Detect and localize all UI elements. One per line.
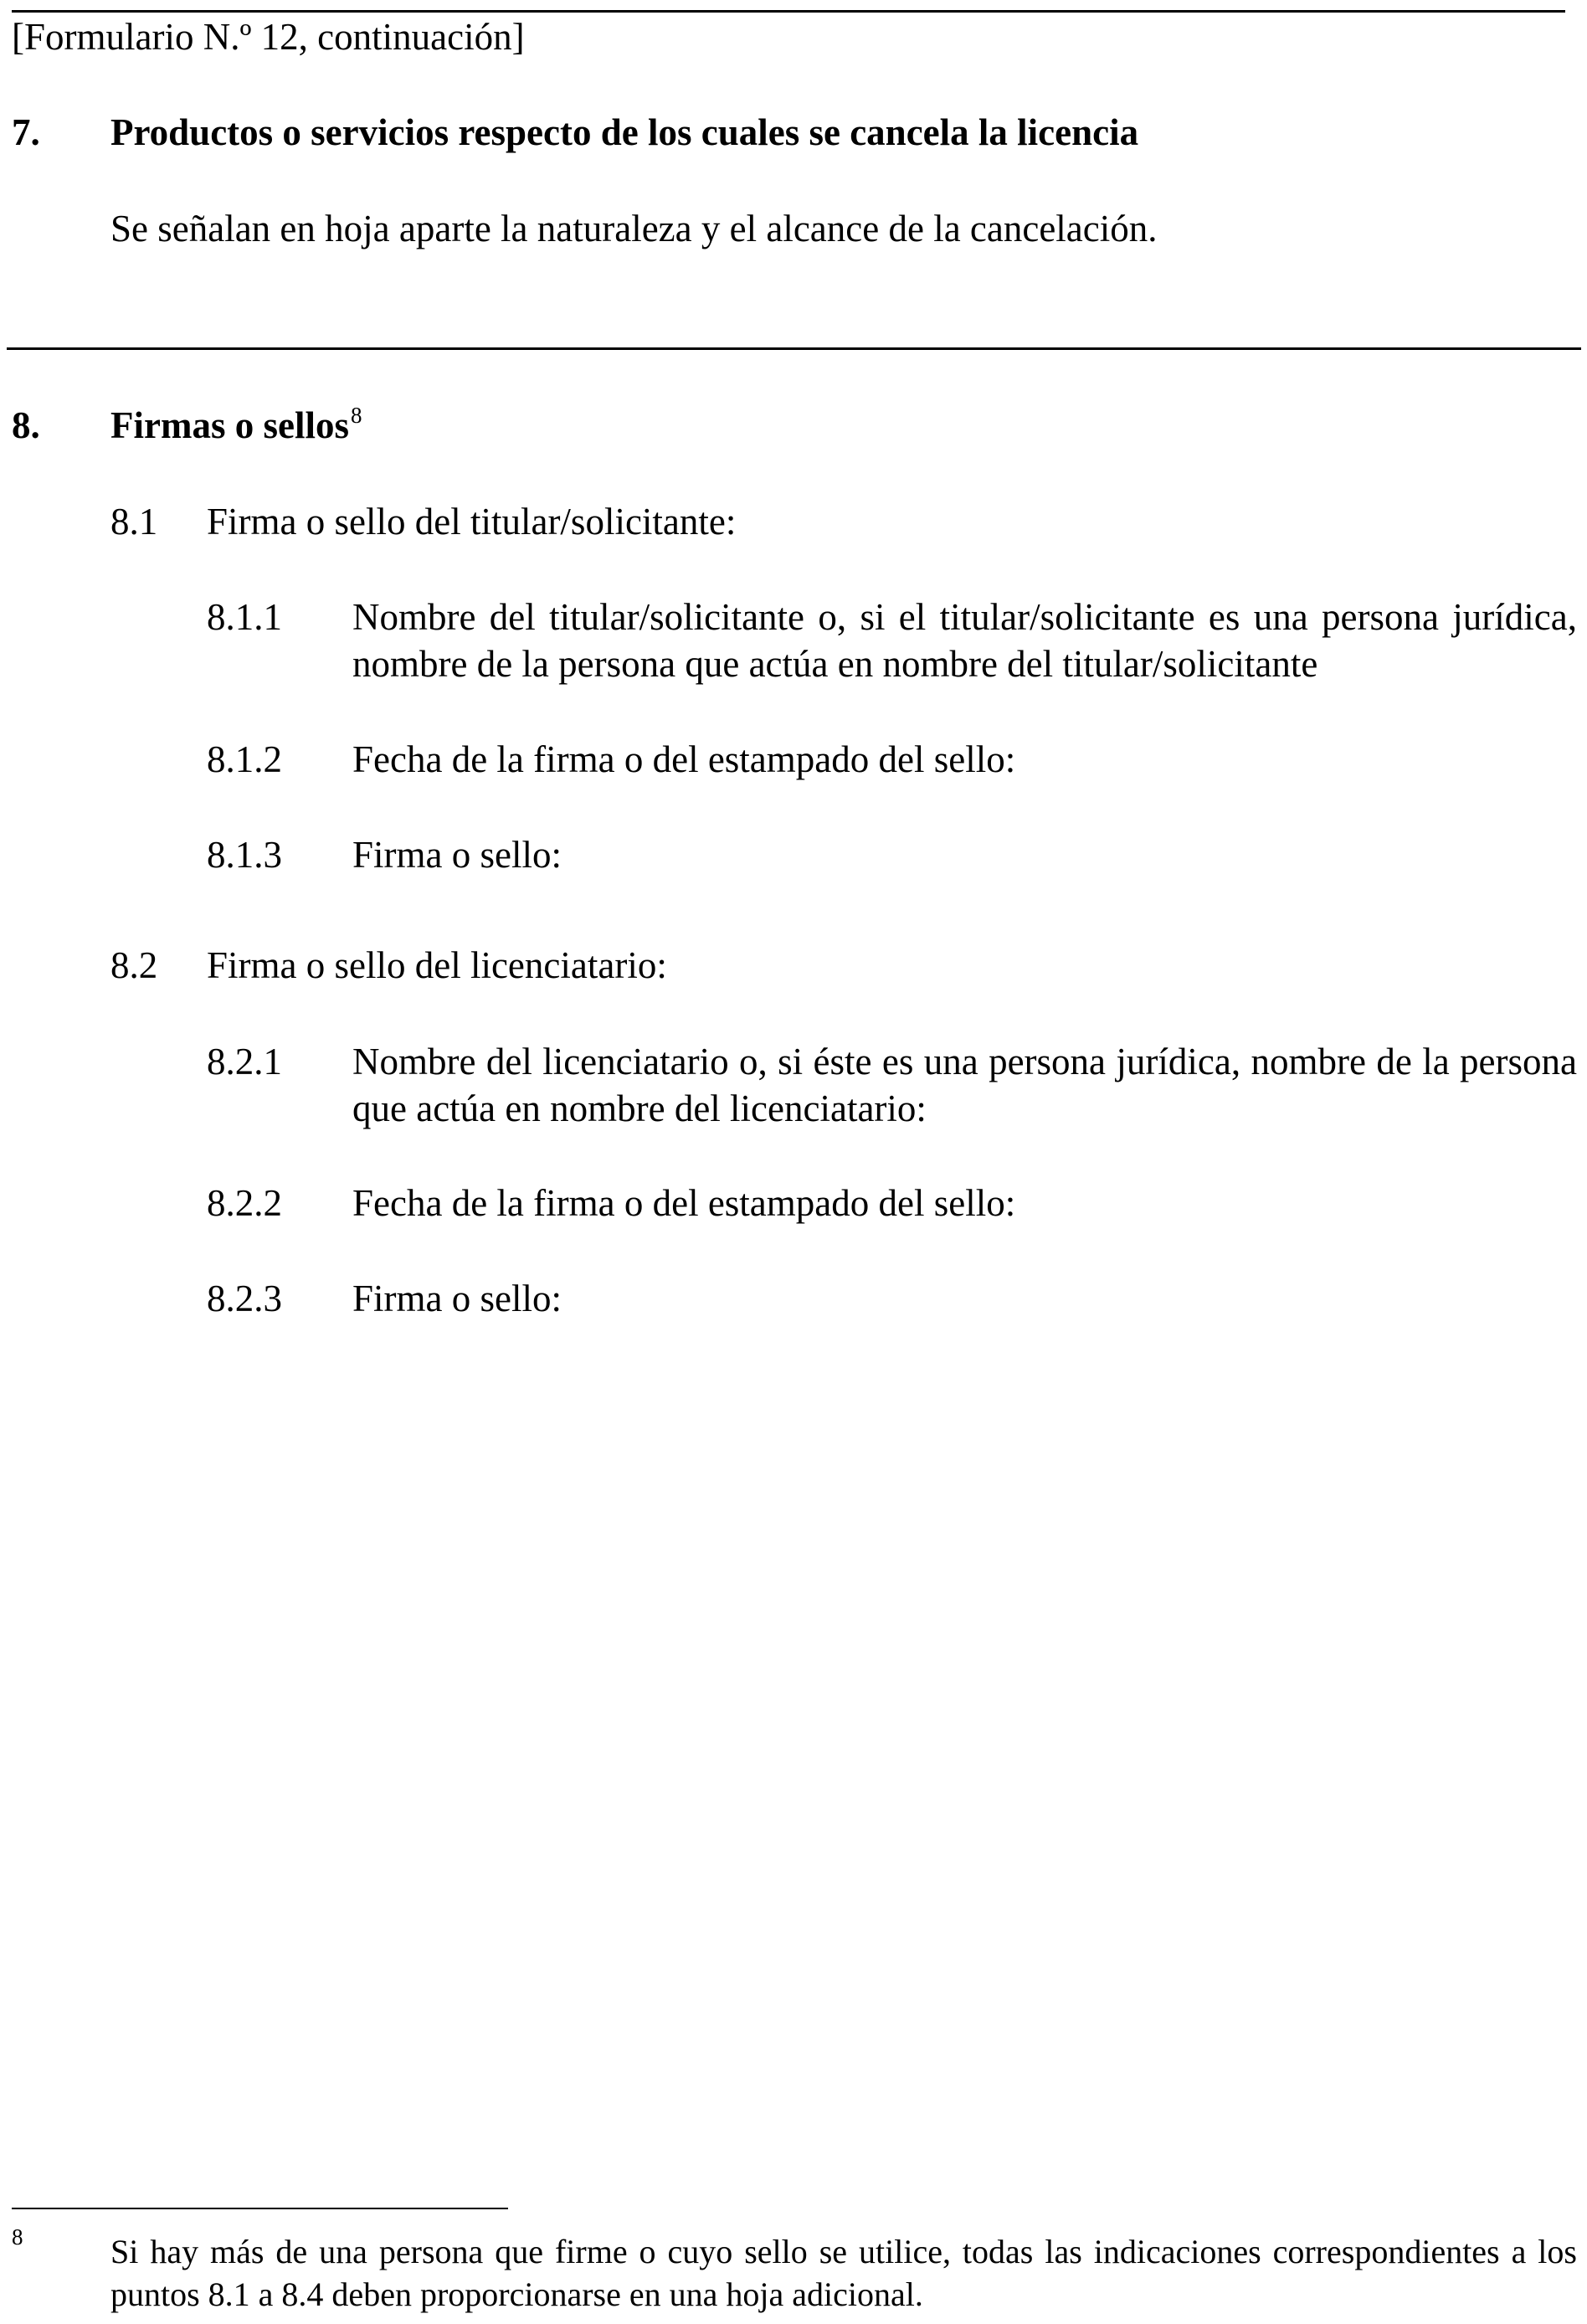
section-8-title: [110, 402, 362, 449]
footnote-mark: 8: [12, 2224, 23, 2249]
section-8-number: 8.: [12, 404, 40, 446]
section-8-title-text: Firmas o sellos: [110, 404, 349, 446]
item-8-2-3-text: Firma o sello:: [352, 1278, 562, 1319]
subsection-8-2-label: Firma o sello del licenciatario:: [207, 944, 667, 986]
item-8-1-1-number: 8.1.1: [207, 596, 282, 638]
item-8-1-3-text: Firma o sello:: [352, 834, 562, 876]
item-8-2-1-text: Nombre del licenciatario o, si éste es una persona jurídica, nombre de la persona que actúa en nombre del licenciatario:: [352, 1041, 1577, 1129]
section-7-body: Se señalan en hoja aparte la naturaleza y el alcance de la cancelación.: [110, 208, 1158, 249]
section-7-number: 7.: [12, 111, 40, 153]
item-8-2-2-text: Fecha de la firma o del estampado del sello:: [352, 1182, 1016, 1224]
item-8-1-1-text: Nombre del titular/solicitante o, si el titular/solicitante es una persona jurídica, nombre de la persona que actúa en nombre del titular/solicitante: [352, 596, 1577, 685]
item-8-1-3-number: 8.1.3: [207, 834, 282, 876]
item-8-1-2-number: 8.1.2: [207, 738, 282, 780]
section-7-title: Productos o servicios respecto de los cuales se cancela la licencia: [110, 111, 1139, 153]
item-8-1-2-text: Fecha de la firma o del estampado del sello:: [352, 738, 1016, 780]
item-8-2-2-number: 8.2.2: [207, 1182, 282, 1224]
subsection-8-1-label: Firma o sello del titular/solicitante:: [207, 501, 737, 542]
footnote-text: Si hay más de una persona que firme o cuyo sello se utilice, todas las indicaciones correspondientes a los puntos 8.1 a 8.4 deben proporcionarse en una hoja adicional.: [110, 2233, 1577, 2313]
subsection-8-2-number: 8.2: [110, 944, 158, 986]
item-8-2-3-number: 8.2.3: [207, 1278, 282, 1319]
subsection-8-1-number: 8.1: [110, 501, 158, 542]
footnote-separator: [12, 2208, 508, 2209]
item-8-2-1-number: 8.2.1: [207, 1041, 282, 1082]
section-divider: [7, 347, 1581, 350]
top-rule: [12, 10, 1565, 13]
form-reference: [Formulario N.º 12, continuación]: [12, 16, 525, 58]
footnote-reference: 8: [350, 403, 362, 428]
